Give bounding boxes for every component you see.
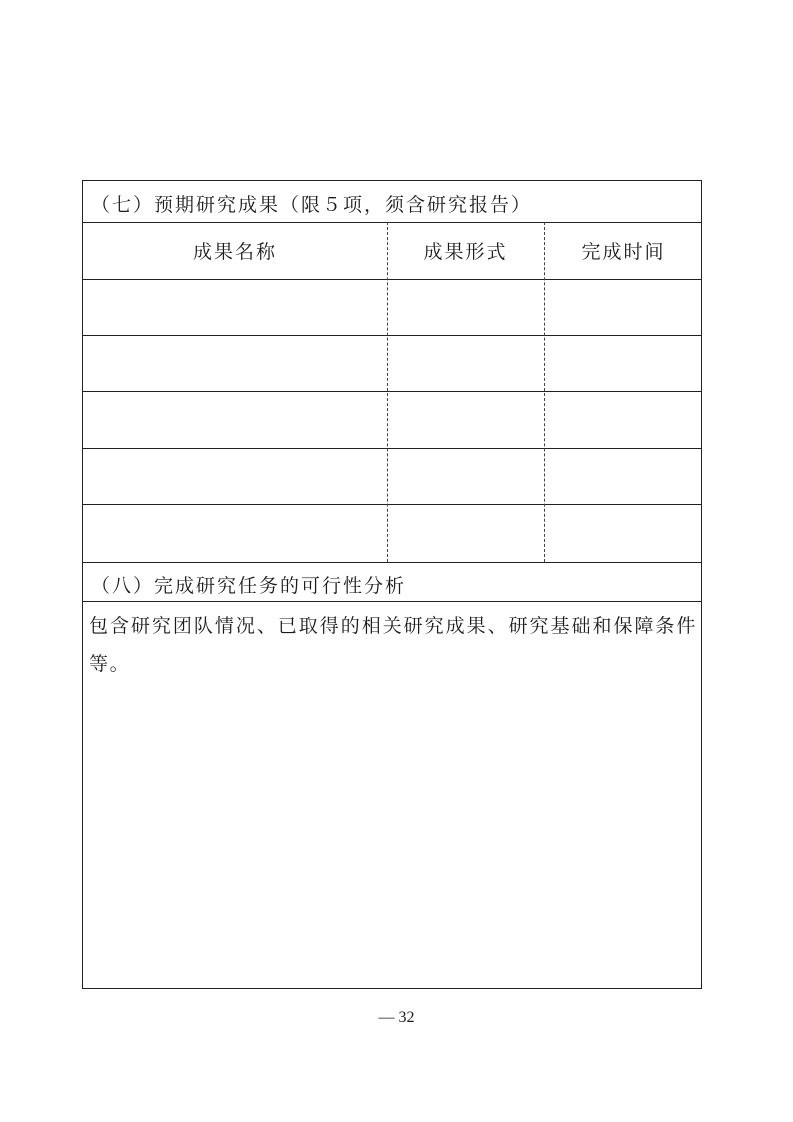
divider xyxy=(83,601,701,602)
research-form-table xyxy=(82,180,702,989)
column-header-name: 成果名称 xyxy=(192,241,277,263)
table-cell-form-3[interactable] xyxy=(387,391,544,447)
page-number: — 32 xyxy=(378,1009,415,1026)
section-8-title: （八）完成研究任务的可行性分析 xyxy=(91,575,407,597)
table-cell-time-4[interactable] xyxy=(544,448,703,504)
table-cell-time-1[interactable] xyxy=(544,279,703,335)
table-cell-form-2[interactable] xyxy=(387,335,544,391)
column-header-form: 成果形式 xyxy=(423,241,508,263)
table-cell-time-2[interactable] xyxy=(544,335,703,391)
table-cell-form-4[interactable] xyxy=(387,448,544,504)
table-cell-time-3[interactable] xyxy=(544,391,703,447)
table-cell-name-2[interactable] xyxy=(83,335,387,391)
table-cell-time-5[interactable] xyxy=(544,504,703,560)
feasibility-analysis-text[interactable]: 包含研究团队情况、已取得的相关研究成果、研究基础和保障条件等。 xyxy=(89,615,697,675)
section-7-title: （七）预期研究成果（限５项，须含研究报告） xyxy=(91,194,533,216)
table-cell-name-1[interactable] xyxy=(83,279,387,335)
divider xyxy=(83,562,701,563)
column-header-time: 完成时间 xyxy=(581,241,666,263)
table-cell-name-4[interactable] xyxy=(83,448,387,504)
table-cell-form-1[interactable] xyxy=(387,279,544,335)
table-cell-name-5[interactable] xyxy=(83,504,387,560)
table-cell-name-3[interactable] xyxy=(83,391,387,447)
table-cell-form-5[interactable] xyxy=(387,504,544,560)
